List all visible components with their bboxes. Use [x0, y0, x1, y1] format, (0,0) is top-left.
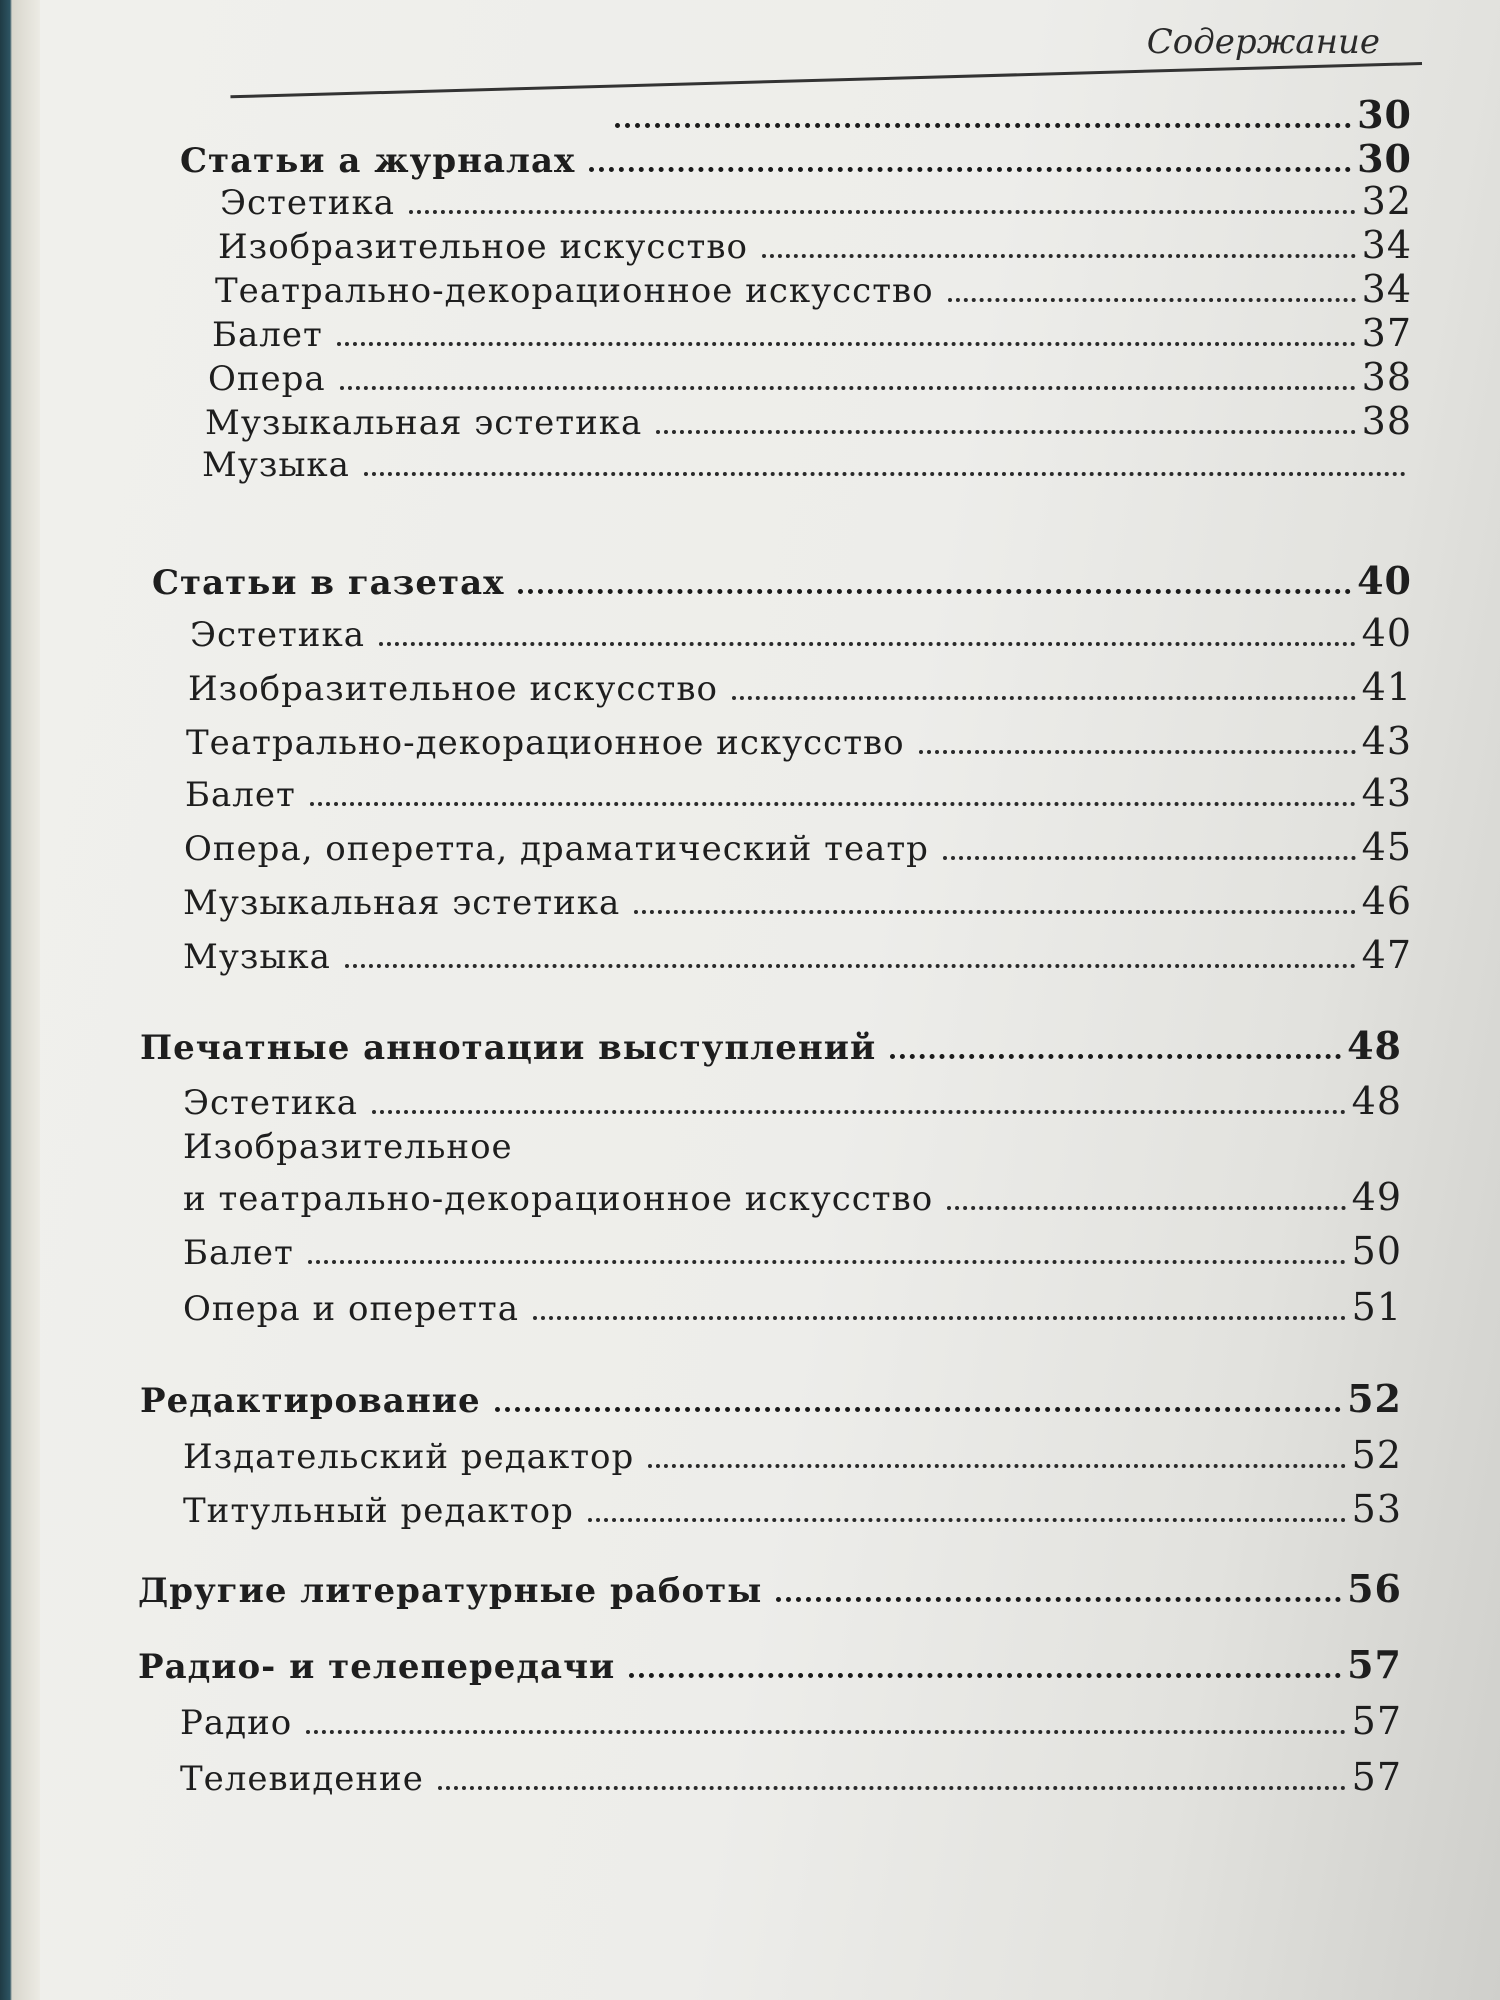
- leader-dots: [656, 430, 1355, 434]
- running-head: Содержание: [1146, 22, 1380, 62]
- page-number: 45: [1361, 825, 1412, 869]
- page-number: 57: [1351, 1699, 1402, 1743]
- leader-dots: [732, 696, 1356, 700]
- page-number: 46: [1361, 879, 1412, 923]
- leader-dots: [762, 254, 1356, 258]
- leader-dots: [345, 964, 1356, 968]
- page-number: 56: [1347, 1566, 1402, 1611]
- leader-dots: [379, 642, 1356, 646]
- item-label: Музыкальная эстетика: [205, 403, 643, 443]
- toc-item: [183, 1080, 1402, 1124]
- section-title: Радио- и телепередачи: [138, 1647, 616, 1687]
- page-number: 38: [1361, 355, 1412, 399]
- page-number: 47: [1361, 933, 1412, 977]
- leader-dots: [310, 802, 1356, 806]
- toc-item: [184, 826, 1412, 870]
- item-label: Изобразительное искусство: [188, 669, 718, 709]
- leader-dots: [340, 386, 1356, 390]
- book-spine-edge: [0, 0, 40, 2000]
- table-of-contents: [40, 0, 1500, 2000]
- item-label: Балет: [183, 1233, 294, 1273]
- toc-item: [180, 1700, 1402, 1744]
- item-label: и театрально-декорационное искусство: [183, 1179, 934, 1219]
- page-number: 50: [1351, 1229, 1402, 1273]
- item-label: Эстетика: [183, 1083, 358, 1123]
- item-label: Балет: [212, 315, 323, 355]
- toc-item: [212, 312, 1412, 356]
- leader-dots: [943, 856, 1356, 860]
- book-page: [40, 0, 1500, 2000]
- item-label: Опера, оперетта, драматический театр: [184, 829, 929, 869]
- item-label: Музыка: [183, 937, 331, 977]
- toc-item: [215, 268, 1412, 312]
- toc-item: [190, 612, 1412, 656]
- leader-dots: [588, 1518, 1346, 1522]
- toc-item: [205, 400, 1412, 444]
- toc-item: [183, 1230, 1402, 1274]
- section-title: Редактирование: [140, 1381, 481, 1421]
- section-title: Статьи в газетах: [152, 563, 505, 603]
- page-number: 51: [1351, 1285, 1402, 1329]
- item-label: Музыкальная эстетика: [183, 883, 621, 923]
- item-label: Театрально-декорационное искусство: [215, 271, 934, 311]
- page-number: 48: [1347, 1023, 1402, 1068]
- toc-item: [208, 356, 1412, 400]
- item-label: Титульный редактор: [183, 1491, 574, 1531]
- leader-dots: [533, 1316, 1346, 1320]
- item-label: Изобразительное искусство: [218, 227, 748, 267]
- page-number: 38: [1361, 399, 1412, 443]
- toc-section-newspapers: [152, 560, 1412, 604]
- page-number: 30: [1357, 92, 1412, 137]
- page-number: 53: [1351, 1487, 1402, 1531]
- leader-dots: [409, 210, 1356, 214]
- page-number: 34: [1361, 267, 1412, 311]
- page-number: 40: [1357, 558, 1412, 603]
- leader-dots: [518, 589, 1351, 594]
- leader-dots: [890, 1054, 1341, 1059]
- toc-item: [183, 1488, 1402, 1532]
- toc-item: [183, 880, 1412, 924]
- item-label: Эстетика: [190, 615, 365, 655]
- toc-section-other-works: [138, 1568, 1402, 1612]
- leader-dots: [947, 1206, 1345, 1210]
- toc-continuation-row: [615, 94, 1412, 136]
- leader-dots: [948, 298, 1356, 302]
- toc-section-editing: [140, 1378, 1402, 1422]
- leader-dots: [308, 1260, 1346, 1264]
- toc-item: [218, 224, 1412, 268]
- leader-dots: [438, 1786, 1346, 1790]
- leader-dots: [372, 1110, 1346, 1114]
- leader-dots: [337, 342, 1356, 346]
- toc-item: [183, 1176, 1402, 1220]
- toc-item: [188, 666, 1412, 710]
- toc-item: [183, 934, 1412, 978]
- section-title: Печатные аннотации выступлений: [140, 1028, 877, 1068]
- page-number: 37: [1361, 311, 1412, 355]
- section-title: Другие литературные работы: [138, 1571, 763, 1611]
- toc-item-label-line1: Изобразительное: [183, 1127, 513, 1167]
- page-number: 34: [1361, 223, 1412, 267]
- toc-item: [183, 1434, 1402, 1478]
- page-number: 57: [1347, 1642, 1402, 1687]
- leader-dots: [919, 750, 1356, 754]
- page-number: 52: [1347, 1376, 1402, 1421]
- item-label: Эстетика: [220, 183, 395, 223]
- item-label: Издательский редактор: [183, 1437, 635, 1477]
- page-number: 52: [1351, 1433, 1402, 1477]
- leader-dots: [589, 167, 1351, 172]
- page-number: 57: [1351, 1755, 1402, 1799]
- toc-section-annotations: [140, 1025, 1402, 1069]
- page-number: 43: [1361, 771, 1412, 815]
- toc-section-radio-tv: [138, 1644, 1402, 1688]
- leader-dots: [615, 123, 1351, 128]
- leader-dots: [629, 1673, 1341, 1678]
- leader-dots: [776, 1597, 1341, 1602]
- leader-dots: [495, 1407, 1342, 1412]
- leader-dots: [306, 1730, 1345, 1734]
- page-number: 32: [1361, 179, 1412, 223]
- toc-item: [183, 1286, 1402, 1330]
- item-label: Радио: [180, 1703, 293, 1743]
- page-number: 30: [1357, 136, 1412, 181]
- item-label: Театрально-декорационное искусство: [186, 723, 905, 763]
- toc-section-journals: [180, 138, 1412, 182]
- section-title: Статьи а журналах: [180, 141, 576, 181]
- leader-dots: [364, 472, 1406, 476]
- toc-item: [180, 1756, 1402, 1800]
- leader-dots: [648, 1464, 1345, 1468]
- toc-item: [185, 772, 1412, 816]
- item-label: Опера: [208, 359, 326, 399]
- item-label: Музыка: [202, 445, 350, 485]
- page-number: 49: [1351, 1175, 1402, 1219]
- toc-item: [220, 180, 1412, 224]
- page-number: 43: [1361, 719, 1412, 763]
- item-label: Балет: [185, 775, 296, 815]
- toc-item: [186, 720, 1412, 764]
- leader-dots: [634, 910, 1355, 914]
- toc-item: [202, 444, 1412, 486]
- item-label: Опера и оперетта: [183, 1289, 519, 1329]
- page-number: 41: [1361, 665, 1412, 709]
- page-number: 48: [1351, 1079, 1402, 1123]
- item-label: Телевидение: [180, 1759, 424, 1799]
- page-number: 40: [1361, 611, 1412, 655]
